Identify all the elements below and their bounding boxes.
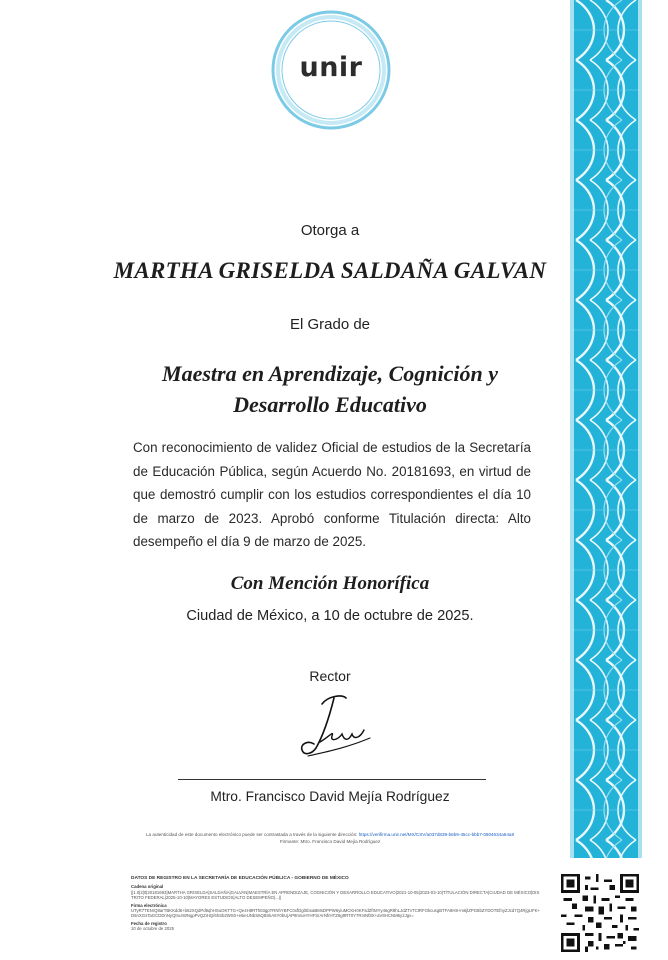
handwritten-signature [290,690,380,770]
decorative-border [570,0,642,858]
unir-logo [270,0,392,138]
qr-code-icon [561,874,639,952]
place-date: Ciudad de México, a 10 de octubre de 2025. [186,608,474,624]
certificate-body: Con reconocimiento de validez Oficial de estudios de la Secretaría de Educación Pública, según Acuerdo No. 20181693, en virtud de que demostró cumplir con los estudios correspondientes el día 10 de marzo de 2023. Aprobó conforme Titulación directa: Alto desempeño el día 9 de marzo de 2025. [133,440,531,549]
verification-link[interactable]: https://verifirma.unir.net/MX/CSV/a037d839-b6b9-45cc-bbb7-0904634a54a8 [358,832,514,837]
verification-text: La autenticidad de este documento electrónico puede ser contrastada a través de la siguiente dirección: [146,832,358,837]
original-chain-label: Cadena original [131,884,164,890]
registry-date-label: Fecha de registro [131,920,167,926]
awards-label: Otorga a [300,222,360,239]
signer-title: Rector [309,668,351,684]
recipient-name: MARTHA GRISELDA SALDAÑA GALVAN [113,258,547,283]
logo-text: unir [299,52,363,83]
sep-registry-data [131,876,541,932]
e-signature: UTyR7TENrQ8arTBKKdd6+b62XQdPd9qhHSuOKTTG+Qe4H8RTh03gpTRNhYBFC0xfDglSbsaBMsDPPW6yiuMCKH0KFsdZfrMYy46gR9hLJdZTvTCtRFOkcusgBTFA8H8+m6jlZPG8bZYDOTEfnyZJcd7Q4RjgUFK+D5nXGsTaGCDDnNyQIru4WNgpPvQZiHQ/6hSb2WS0+e5ieUNbS6Q8SkA6Y0bUjAP9m/uHYHFSrArNfrHTZ6g9RT0Y7RI4Nf8X+aV8HCNM6y2Jgv= [131,908,540,919]
registry-date: 10 de octubre de 2025 [131,926,175,932]
registry-title: DATOS DE REGISTRO EN LA SECRETARÍA DE EDUCACIÓN PÚBLICA - GOBIERNO DE MÉXICO [131,876,349,881]
degree-title-line1: Maestra en Aprendizaje, Cognición y [162,361,498,386]
degree-title-line2: Desarrollo Educativo [233,392,427,417]
verification-signer: Firmante: Mtro. Francisco David Mejía Rodríguez [279,839,381,844]
e-signature-label: Firma electrónica [131,902,167,908]
honor-mention: Con Mención Honorífica [230,573,430,594]
verification-note [110,831,550,845]
degree-title [100,358,560,420]
signature-line [178,779,486,780]
signer-name: Mtro. Francisco David Mejía Rodríguez [210,789,450,804]
original-chain: ||1.0|2|0|20181693|MARTHA GRISELDA|SALDAÑA|GALVAN|MAESTRÍA EN APRENDIZAJE, COGNICIÓN Y DESARROLLO EDUCATIVO|2021-10-05|2023-03-10|TÍTULACIÓN DIRECTA|CIUDAD DE MÉXICO|DISTRITO FEDERAL|2025-10-10|MAYORES ESTUDIOS|ALTO DESEMPEÑO|...|| [131,889,540,901]
degree-label: El Grado de [289,316,371,333]
